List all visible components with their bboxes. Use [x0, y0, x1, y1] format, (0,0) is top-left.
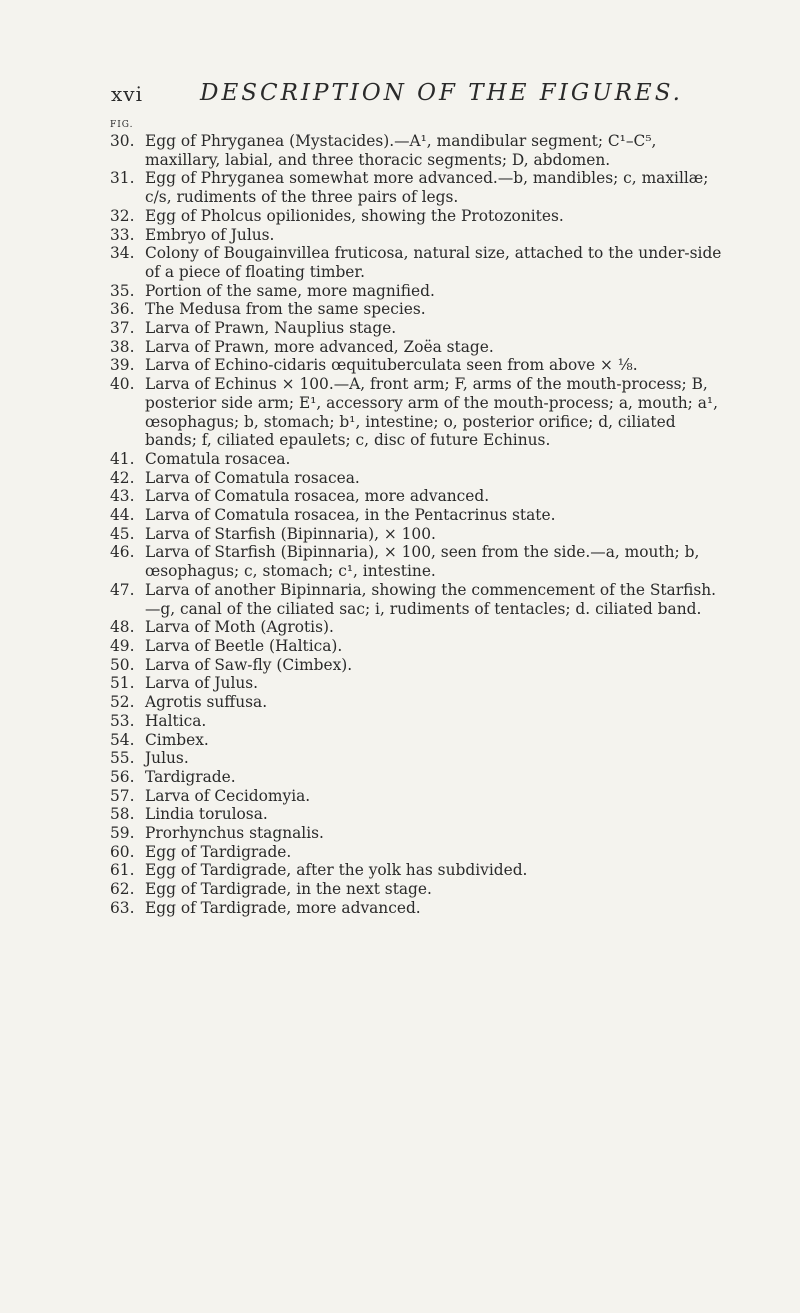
figure-description: Larva of Comatula rosacea. [145, 468, 360, 487]
figure-description: Larva of Julus. [145, 674, 259, 693]
figure-entry [110, 132, 722, 169]
figure-entry [110, 824, 722, 843]
figure-number: 40. [110, 375, 135, 394]
figure-description: Larva of Comatula rosacea, in the Pentacrinus state. [145, 506, 556, 525]
figure-entry [110, 768, 722, 787]
figure-entry [110, 674, 722, 693]
figure-description: Egg of Phryganea somewhat more advanced.—b, mandibles; c, maxillæ; c/s, rudiments of the three pairs of legs. [145, 169, 709, 207]
figure-entry [110, 861, 722, 880]
figure-entry [110, 244, 722, 281]
figure-entry [110, 543, 722, 580]
figure-entry [110, 656, 722, 675]
figure-number: 53. [110, 711, 135, 730]
running-title: DESCRIPTION OF THE FIGURES. [200, 80, 683, 106]
figure-description: Haltica. [145, 711, 207, 730]
figure-description: Larva of another Bipinnaria, showing the commencement of the Starfish.—g, canal of the ciliated sac; i, rudiments of tentacles; d. ciliated band. [145, 580, 717, 618]
figure-entry [110, 506, 722, 525]
figure-description: Egg of Tardigrade, more advanced. [145, 898, 421, 917]
figure-entry [110, 787, 722, 806]
figure-number: 55. [110, 749, 135, 768]
figure-entry [110, 712, 722, 731]
figure-number: 50. [110, 655, 135, 674]
figure-number: 44. [110, 506, 135, 525]
page-number: xvi [111, 82, 143, 106]
figure-number: 54. [110, 730, 135, 749]
figure-entry [110, 450, 722, 469]
figure-number: 36. [110, 300, 135, 319]
figure-description: Embryo of Julus. [145, 225, 275, 244]
figure-number: 61. [110, 861, 135, 880]
figure-description: Larva of Starfish (Bipinnaria), × 100. [145, 524, 436, 543]
figure-entry [110, 375, 722, 450]
figure-number: 42. [110, 468, 135, 487]
figure-number: 31. [110, 169, 135, 188]
figure-description: Larva of Cecidomyia. [145, 786, 311, 805]
figure-description: Comatula rosacea. [145, 449, 291, 468]
figure-description: Tardigrade. [145, 767, 236, 786]
figure-number: 52. [110, 693, 135, 712]
figure-number: 58. [110, 805, 135, 824]
figure-entry [110, 581, 722, 618]
figure-entry [110, 487, 722, 506]
figure-number: 51. [110, 674, 135, 693]
figure-description: Lindia torulosa. [145, 805, 268, 824]
figure-entry [110, 843, 722, 862]
figure-description: Egg of Pholcus opilionides, showing the Protozonites. [145, 206, 564, 225]
figure-number: 43. [110, 487, 135, 506]
figure-entry [110, 319, 722, 338]
figure-list [110, 132, 722, 918]
figure-number: 35. [110, 281, 135, 300]
figure-number: 33. [110, 225, 135, 244]
figure-entry [110, 637, 722, 656]
figure-entry [110, 169, 722, 206]
figure-number: 37. [110, 319, 135, 338]
figure-entry [110, 618, 722, 637]
figure-description: Egg of Tardigrade, in the next stage. [145, 880, 432, 899]
figure-entry [110, 226, 722, 245]
figure-entry [110, 207, 722, 226]
figure-entry [110, 300, 722, 319]
figure-number: 39. [110, 356, 135, 375]
figure-number: 59. [110, 824, 135, 843]
figure-number: 30. [110, 132, 135, 150]
figure-entry [110, 880, 722, 899]
figure-entry [110, 338, 722, 357]
figure-number: 49. [110, 636, 135, 655]
figure-description: Prorhynchus stagnalis. [145, 824, 324, 843]
figure-description: The Medusa from the same species. [145, 300, 426, 319]
figure-number: 63. [110, 898, 135, 917]
figure-description: Larva of Prawn, more advanced, Zoëa stage. [145, 337, 494, 356]
page-header [0, 0, 800, 110]
figure-number: 38. [110, 337, 135, 356]
figure-description: Egg of Phryganea (Mystacides).—A¹, mandibular segment; C¹–C⁵, maxillary, labial, and three thoracic segments; D, abdomen. [145, 132, 657, 169]
figure-number: 34. [110, 244, 135, 263]
figure-entry [110, 731, 722, 750]
figure-entry [110, 749, 722, 768]
figure-entry [110, 805, 722, 824]
figure-number: 32. [110, 206, 135, 225]
figure-description: Cimbex. [145, 730, 209, 749]
figure-number: 46. [110, 543, 135, 562]
figure-number: 41. [110, 449, 135, 468]
figure-description: Portion of the same, more magnified. [145, 281, 435, 300]
figure-description: Egg of Tardigrade. [145, 842, 292, 861]
figure-description: Julus. [145, 749, 189, 768]
figure-description: Larva of Echinus × 100.—A, front arm; F, arms of the mouth-process; B, posterior side arm; E¹, accessory arm of the mouth-process; a, mouth; a¹, œsophagus; b, stomach; b¹, intestine; o, posterior orifice; d, ciliated bands; f, ciliated epaulets; c, disc of future Echinus. [145, 375, 718, 450]
figure-number: 47. [110, 580, 135, 599]
figure-entry [110, 469, 722, 488]
figure-description: Larva of Saw-fly (Cimbex). [145, 655, 353, 674]
fig-column-label: FIG. [110, 120, 134, 130]
figure-number: 60. [110, 842, 135, 861]
figure-description: Colony of Bougainvillea fruticosa, natural size, attached to the under-side of a piece of floating timber. [145, 244, 722, 281]
figure-number: 56. [110, 767, 135, 786]
figure-description: Agrotis suffusa. [145, 693, 268, 712]
figure-number: 57. [110, 786, 135, 805]
figure-description: Larva of Echino-cidaris œquituberculata seen from above × ⅛. [145, 356, 638, 375]
figure-number: 48. [110, 618, 135, 637]
figure-number: 45. [110, 524, 135, 543]
figure-entry [110, 693, 722, 712]
figure-entry [110, 899, 722, 918]
figure-description: Egg of Tardigrade, after the yolk has subdivided. [145, 861, 528, 880]
figure-description: Larva of Starfish (Bipinnaria), × 100, seen from the side.—a, mouth; b, œsophagus; c, stomach; c¹, intestine. [145, 543, 700, 581]
figure-entry [110, 282, 722, 301]
figure-description: Larva of Beetle (Haltica). [145, 636, 343, 655]
figure-description: Larva of Comatula rosacea, more advanced. [145, 487, 490, 506]
figure-entry [110, 525, 722, 544]
figure-number: 62. [110, 880, 135, 899]
figure-description: Larva of Prawn, Nauplius stage. [145, 319, 397, 338]
figure-entry [110, 356, 722, 375]
figure-description: Larva of Moth (Agrotis). [145, 618, 334, 637]
